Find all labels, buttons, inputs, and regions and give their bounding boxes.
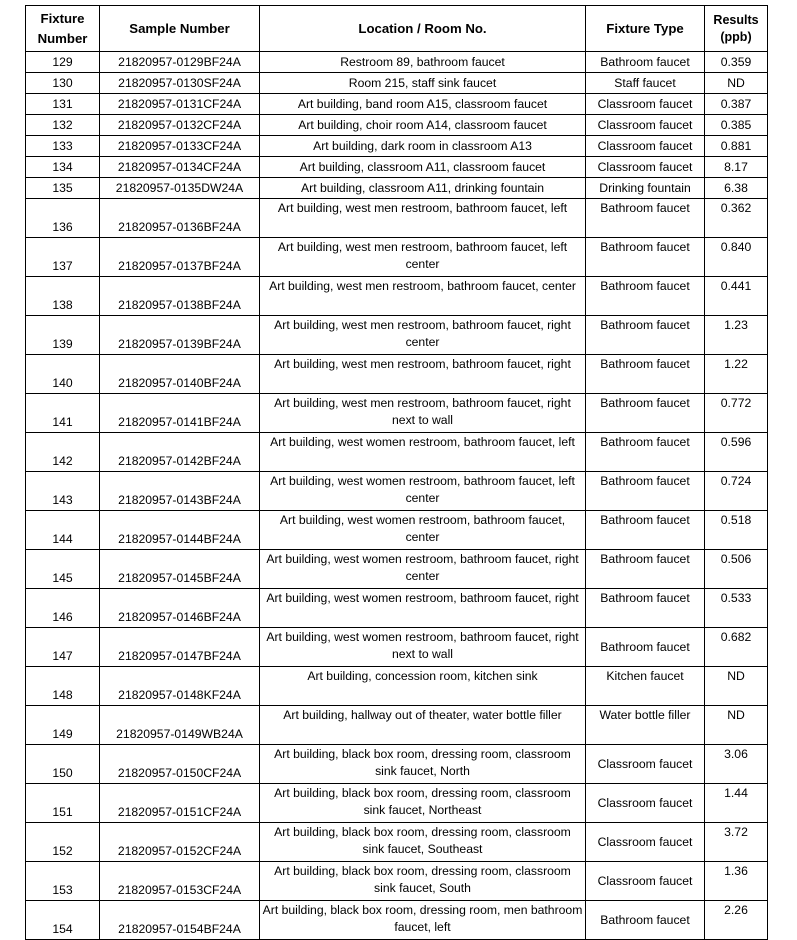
- location-cell: Art building, west men restroom, bathroom faucet, left: [260, 199, 586, 238]
- sample-number-cell: 21820957-0154BF24A: [100, 901, 260, 940]
- fixture-number-cell: 151: [26, 784, 100, 823]
- location-cell: Art building, black box room, dressing room, classroom sink faucet, South: [260, 862, 586, 901]
- result-cell: 8.17: [705, 157, 768, 178]
- result-cell: ND: [705, 73, 768, 94]
- sample-number-cell: 21820957-0150CF24A: [100, 745, 260, 784]
- location-cell: Restroom 89, bathroom faucet: [260, 52, 586, 73]
- table-row: [26, 355, 768, 394]
- result-cell: 0.596: [705, 433, 768, 472]
- fixture-number-cell: 150: [26, 745, 100, 784]
- fixture-number-cell: 145: [26, 550, 100, 589]
- sample-number-cell: 21820957-0136BF24A: [100, 199, 260, 238]
- sample-number-cell: 21820957-0140BF24A: [100, 355, 260, 394]
- fixture-type-cell: Classroom faucet: [586, 157, 705, 178]
- header-location: Location / Room No.: [260, 6, 586, 52]
- header-row: [26, 6, 768, 52]
- fixture-type-cell: Bathroom faucet: [586, 277, 705, 316]
- fixture-type-cell: Bathroom faucet: [586, 52, 705, 73]
- table-row: [26, 394, 768, 433]
- result-cell: 0.385: [705, 115, 768, 136]
- location-cell: Art building, black box room, dressing room, classroom sink faucet, Northeast: [260, 784, 586, 823]
- location-cell: Art building, hallway out of theater, water bottle filler: [260, 706, 586, 745]
- location-cell: Art building, classroom A11, drinking fountain: [260, 178, 586, 199]
- table-row: [26, 628, 768, 667]
- sample-number-cell: 21820957-0146BF24A: [100, 589, 260, 628]
- fixture-type-cell: Bathroom faucet: [586, 355, 705, 394]
- fixture-number-cell: 146: [26, 589, 100, 628]
- table-row: [26, 511, 768, 550]
- fixture-number-cell: 140: [26, 355, 100, 394]
- fixture-type-cell: Kitchen faucet: [586, 667, 705, 706]
- fixture-type-cell: Water bottle filler: [586, 706, 705, 745]
- result-cell: 0.362: [705, 199, 768, 238]
- table-row: [26, 115, 768, 136]
- result-cell: 1.23: [705, 316, 768, 355]
- location-cell: Room 215, staff sink faucet: [260, 73, 586, 94]
- table-row: [26, 52, 768, 73]
- fixture-type-cell: Classroom faucet: [586, 94, 705, 115]
- fixture-type-cell: Classroom faucet: [586, 115, 705, 136]
- fixture-number-cell: 148: [26, 667, 100, 706]
- fixture-number-cell: 129: [26, 52, 100, 73]
- location-cell: Art building, west women restroom, bathroom faucet, right center: [260, 550, 586, 589]
- sample-number-cell: 21820957-0145BF24A: [100, 550, 260, 589]
- fixture-number-cell: 132: [26, 115, 100, 136]
- fixture-type-cell: Bathroom faucet: [586, 472, 705, 511]
- location-cell: Art building, west men restroom, bathroom faucet, right next to wall: [260, 394, 586, 433]
- fixture-type-cell: Bathroom faucet: [586, 433, 705, 472]
- location-cell: Art building, west men restroom, bathroom faucet, left center: [260, 238, 586, 277]
- result-cell: 2.26: [705, 901, 768, 940]
- table-row: [26, 823, 768, 862]
- table-row: [26, 550, 768, 589]
- fixture-type-cell: Classroom faucet: [586, 784, 705, 823]
- result-cell: 0.387: [705, 94, 768, 115]
- header-fixture-number: Fixture Number: [26, 6, 100, 52]
- sample-number-cell: 21820957-0130SF24A: [100, 73, 260, 94]
- table-row: [26, 745, 768, 784]
- table-row: [26, 136, 768, 157]
- location-cell: Art building, band room A15, classroom faucet: [260, 94, 586, 115]
- result-cell: 0.506: [705, 550, 768, 589]
- sample-number-cell: 21820957-0129BF24A: [100, 52, 260, 73]
- fixture-number-cell: 154: [26, 901, 100, 940]
- location-cell: Art building, concession room, kitchen sink: [260, 667, 586, 706]
- result-cell: 0.772: [705, 394, 768, 433]
- table-row: [26, 433, 768, 472]
- fixture-type-cell: Drinking fountain: [586, 178, 705, 199]
- table-row: [26, 157, 768, 178]
- table-row: [26, 472, 768, 511]
- result-cell: 0.682: [705, 628, 768, 667]
- table-row: [26, 199, 768, 238]
- sample-number-cell: 21820957-0134CF24A: [100, 157, 260, 178]
- location-cell: Art building, west women restroom, bathroom faucet, center: [260, 511, 586, 550]
- sample-number-cell: 21820957-0135DW24A: [100, 178, 260, 199]
- sample-number-cell: 21820957-0139BF24A: [100, 316, 260, 355]
- fixture-number-cell: 152: [26, 823, 100, 862]
- location-cell: Art building, black box room, dressing room, men bathroom faucet, left: [260, 901, 586, 940]
- fixture-type-cell: Bathroom faucet: [586, 589, 705, 628]
- location-cell: Art building, dark room in classroom A13: [260, 136, 586, 157]
- fixture-number-cell: 141: [26, 394, 100, 433]
- fixture-number-cell: 136: [26, 199, 100, 238]
- table-row: [26, 901, 768, 940]
- table-row: [26, 73, 768, 94]
- results-table: [25, 5, 768, 940]
- fixture-type-cell: Classroom faucet: [586, 862, 705, 901]
- location-cell: Art building, west men restroom, bathroom faucet, right: [260, 355, 586, 394]
- fixture-type-cell: Bathroom faucet: [586, 628, 705, 667]
- location-cell: Art building, west men restroom, bathroom faucet, center: [260, 277, 586, 316]
- result-cell: 0.441: [705, 277, 768, 316]
- fixture-type-cell: Bathroom faucet: [586, 394, 705, 433]
- sample-number-cell: 21820957-0132CF24A: [100, 115, 260, 136]
- sample-number-cell: 21820957-0142BF24A: [100, 433, 260, 472]
- table-row: [26, 277, 768, 316]
- location-cell: Art building, west women restroom, bathroom faucet, left center: [260, 472, 586, 511]
- fixture-type-cell: Classroom faucet: [586, 745, 705, 784]
- location-cell: Art building, black box room, dressing room, classroom sink faucet, North: [260, 745, 586, 784]
- fixture-number-cell: 144: [26, 511, 100, 550]
- table-row: [26, 178, 768, 199]
- sample-number-cell: 21820957-0148KF24A: [100, 667, 260, 706]
- fixture-number-cell: 143: [26, 472, 100, 511]
- result-cell: 0.518: [705, 511, 768, 550]
- sample-number-cell: 21820957-0131CF24A: [100, 94, 260, 115]
- table-row: [26, 589, 768, 628]
- fixture-number-cell: 138: [26, 277, 100, 316]
- result-cell: 0.840: [705, 238, 768, 277]
- fixture-number-cell: 147: [26, 628, 100, 667]
- header-results: Results (ppb): [705, 6, 768, 52]
- fixture-type-cell: Bathroom faucet: [586, 901, 705, 940]
- sample-number-cell: 21820957-0152CF24A: [100, 823, 260, 862]
- sample-number-cell: 21820957-0149WB24A: [100, 706, 260, 745]
- result-cell: 3.72: [705, 823, 768, 862]
- fixture-number-cell: 134: [26, 157, 100, 178]
- sample-number-cell: 21820957-0138BF24A: [100, 277, 260, 316]
- sample-number-cell: 21820957-0151CF24A: [100, 784, 260, 823]
- fixture-number-cell: 130: [26, 73, 100, 94]
- result-cell: 0.881: [705, 136, 768, 157]
- fixture-type-cell: Staff faucet: [586, 73, 705, 94]
- location-cell: Art building, classroom A11, classroom faucet: [260, 157, 586, 178]
- sample-number-cell: 21820957-0133CF24A: [100, 136, 260, 157]
- table-row: [26, 316, 768, 355]
- result-cell: 6.38: [705, 178, 768, 199]
- location-cell: Art building, west women restroom, bathroom faucet, right: [260, 589, 586, 628]
- sample-number-cell: 21820957-0137BF24A: [100, 238, 260, 277]
- sample-number-cell: 21820957-0153CF24A: [100, 862, 260, 901]
- fixture-number-cell: 135: [26, 178, 100, 199]
- result-cell: 3.06: [705, 745, 768, 784]
- fixture-type-cell: Bathroom faucet: [586, 238, 705, 277]
- sample-number-cell: 21820957-0144BF24A: [100, 511, 260, 550]
- result-cell: 1.36: [705, 862, 768, 901]
- location-cell: Art building, choir room A14, classroom faucet: [260, 115, 586, 136]
- table-row: [26, 706, 768, 745]
- header-sample-number: Sample Number: [100, 6, 260, 52]
- fixture-type-cell: Bathroom faucet: [586, 316, 705, 355]
- fixture-number-cell: 139: [26, 316, 100, 355]
- location-cell: Art building, west women restroom, bathroom faucet, right next to wall: [260, 628, 586, 667]
- location-cell: Art building, west men restroom, bathroom faucet, right center: [260, 316, 586, 355]
- table-row: [26, 667, 768, 706]
- fixture-type-cell: Bathroom faucet: [586, 199, 705, 238]
- fixture-type-cell: Classroom faucet: [586, 136, 705, 157]
- header-fixture-type: Fixture Type: [586, 6, 705, 52]
- result-cell: 1.44: [705, 784, 768, 823]
- result-cell: 0.359: [705, 52, 768, 73]
- fixture-number-cell: 142: [26, 433, 100, 472]
- table-row: [26, 238, 768, 277]
- sample-number-cell: 21820957-0141BF24A: [100, 394, 260, 433]
- result-cell: ND: [705, 667, 768, 706]
- fixture-type-cell: Bathroom faucet: [586, 511, 705, 550]
- fixture-number-cell: 133: [26, 136, 100, 157]
- fixture-number-cell: 131: [26, 94, 100, 115]
- table-row: [26, 784, 768, 823]
- fixture-type-cell: Bathroom faucet: [586, 550, 705, 589]
- sample-number-cell: 21820957-0147BF24A: [100, 628, 260, 667]
- result-cell: 0.724: [705, 472, 768, 511]
- table-row: [26, 94, 768, 115]
- location-cell: Art building, black box room, dressing room, classroom sink faucet, Southeast: [260, 823, 586, 862]
- table-body: [26, 52, 768, 940]
- result-cell: ND: [705, 706, 768, 745]
- sample-number-cell: 21820957-0143BF24A: [100, 472, 260, 511]
- result-cell: 0.533: [705, 589, 768, 628]
- fixture-type-cell: Classroom faucet: [586, 823, 705, 862]
- result-cell: 1.22: [705, 355, 768, 394]
- fixture-number-cell: 137: [26, 238, 100, 277]
- fixture-number-cell: 149: [26, 706, 100, 745]
- table-row: [26, 862, 768, 901]
- location-cell: Art building, west women restroom, bathroom faucet, left: [260, 433, 586, 472]
- fixture-number-cell: 153: [26, 862, 100, 901]
